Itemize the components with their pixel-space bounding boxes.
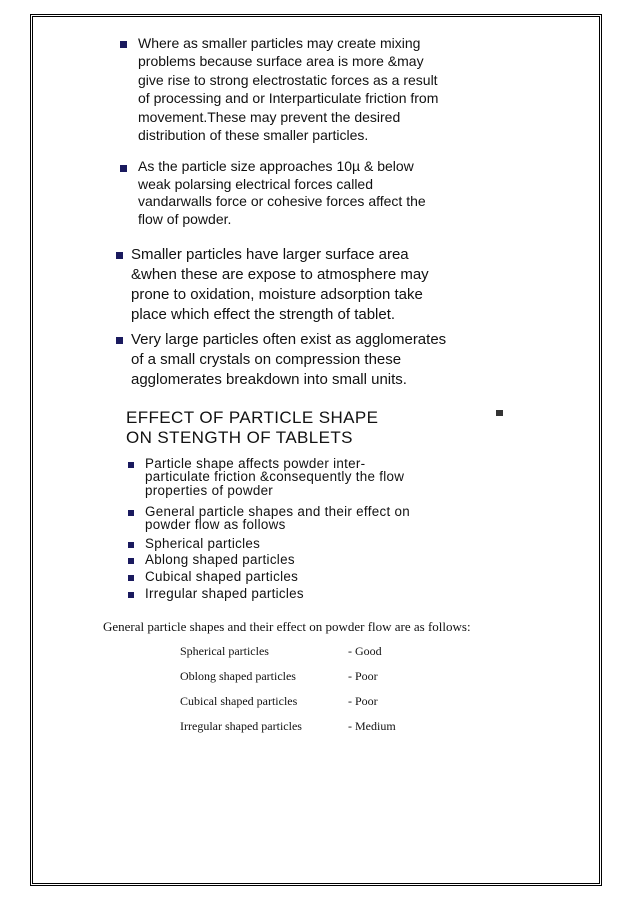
square-bullet-icon — [116, 337, 123, 344]
square-bullet-icon — [128, 542, 134, 548]
flow-rating-cell: - Good — [348, 644, 382, 658]
bullet-text: As the particle size approaches 10µ & below weak polarsing electrical forces called vandarwalls force or cohesive forces affect the flow of powder. — [138, 158, 426, 227]
flow-rating-cell: - Poor — [348, 669, 378, 683]
sub-bullet-text: Cubical shaped particles — [145, 569, 299, 584]
flow-rating-cell: - Medium — [348, 719, 396, 733]
sub-bullet-text: Irregular shaped particles — [145, 586, 304, 601]
bullet-item — [116, 330, 536, 390]
table-caption: General particle shapes and their effect on powder flow are as follows: — [103, 619, 471, 634]
sub-bullet-item — [128, 570, 528, 583]
square-bullet-icon — [120, 165, 127, 172]
particle-shape-cell: Spherical particles — [180, 644, 269, 658]
square-bullet-icon — [128, 558, 134, 564]
page-border — [30, 14, 602, 886]
sub-bullet-item — [128, 537, 528, 550]
sub-bullet-item — [128, 587, 528, 600]
square-bullet-icon — [120, 41, 127, 48]
sub-bullet-text: Ablong shaped particles — [145, 552, 295, 567]
sub-bullet-item — [128, 457, 528, 497]
particle-shape-cell: Cubical shaped particles — [180, 694, 298, 708]
square-bullet-icon — [116, 252, 123, 259]
section-heading: EFFECT OF PARTICLE SHAPE ON STENGTH OF TABLETS — [126, 408, 379, 447]
bullet-text: Where as smaller particles may create mixing problems because surface area is more &may give rise to strong electrostatic forces as a result of processing and or Interparticulate friction from movement.These may prevent the desired distribution of these smaller particles. — [138, 35, 439, 144]
sub-bullet-item — [128, 505, 528, 532]
bullet-text: Smaller particles have larger surface area &when these are expose to atmosphere may prone to oxidation, moisture adsorption take place which effect the strength of tablet. — [131, 246, 429, 323]
sub-bullet-text: Spherical particles — [145, 536, 261, 551]
square-bullet-icon — [128, 575, 134, 581]
bullet-item — [116, 245, 536, 325]
particle-shape-cell: Irregular shaped particles — [180, 719, 302, 733]
particle-shape-cell: Oblong shaped particles — [180, 669, 296, 683]
sub-bullet-item — [128, 553, 528, 566]
bullet-text: Very large particles often exist as agglomerates of a small crystals on compression these agglomerates breakdown into small units. — [131, 331, 447, 388]
square-bullet-icon — [128, 592, 134, 598]
slide-marker-icon — [496, 410, 503, 416]
flow-rating-cell: - Poor — [348, 694, 378, 708]
bullet-item — [120, 158, 530, 228]
square-bullet-icon — [128, 510, 134, 516]
sub-bullet-text: General particle shapes and their effect on powder flow as follows — [145, 504, 411, 533]
sub-bullet-text: Particle shape affects powder inter- particulate friction &consequently the flow properties of powder — [145, 456, 405, 498]
bullet-item — [120, 34, 530, 144]
square-bullet-icon — [128, 462, 134, 468]
